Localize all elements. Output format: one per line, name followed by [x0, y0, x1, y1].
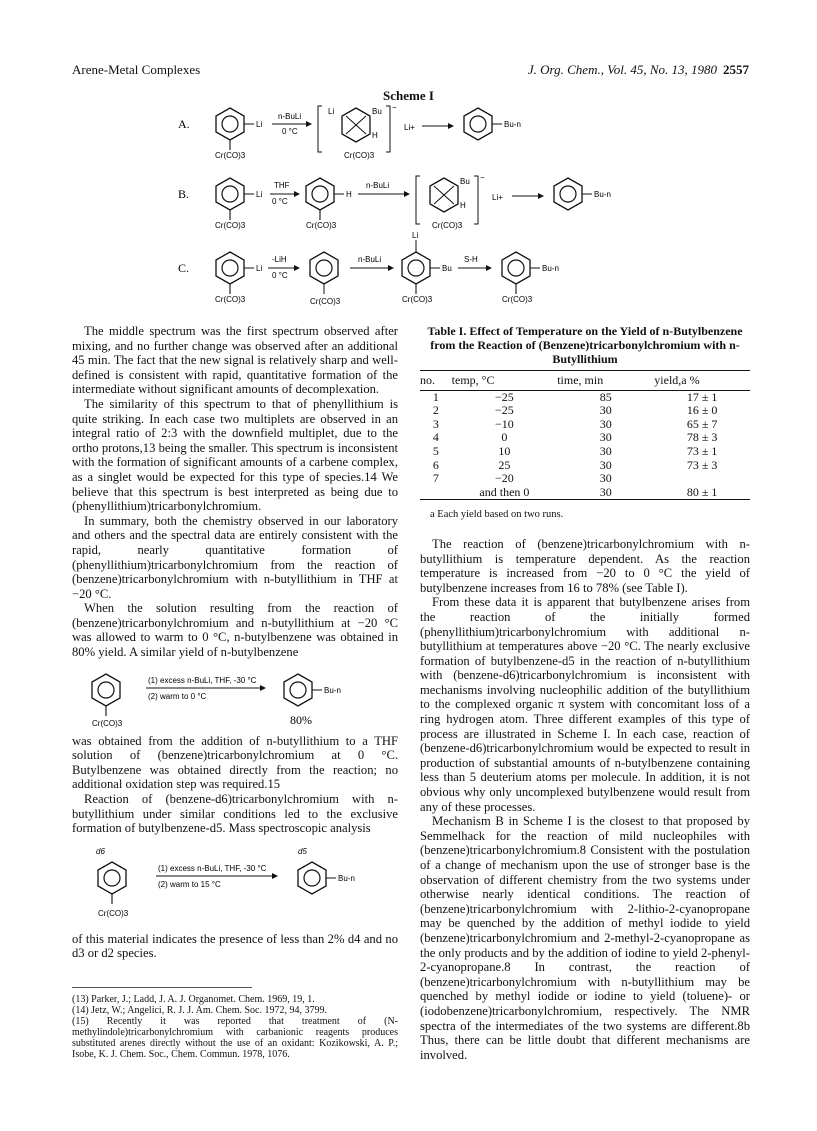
table-row [420, 486, 750, 500]
eq1-step2: (2) warm to 0 °C [148, 691, 207, 701]
table-cell: 6 [432, 457, 439, 472]
paragraph: Reaction of (benzene-d6)tricarbonylchromium with n-butyllithium under similar conditions led to the exclusive formation of butylbenzene-d5. Mass spectroscopic analysis [72, 792, 398, 836]
table-cell: −20 [495, 471, 514, 486]
table-cell: 73 ± 3 [686, 457, 718, 472]
scheme-h-b: H [346, 190, 352, 199]
table-cell: 10 [498, 443, 511, 458]
table-cell: 30 [599, 484, 612, 499]
temperature-yield-table [420, 370, 750, 500]
scheme-li-c: Li [256, 264, 263, 273]
paragraph: The reaction of (benzene)tricarbonylchromium with n-butyllithium is temperature dependent. As the reaction temperature is increased from −20 to 0 °C the yield of butylbenzene increases from 16 to 78% (see Table I). [420, 536, 750, 595]
table-header: no. [420, 371, 452, 391]
footnote-13: (13) Parker, J.; Ladd, J. A. J. Organomet. Chem. 1969, 19, 1. [72, 994, 315, 1005]
page-number: 2557 [723, 62, 749, 77]
scheme-nbuli-c: n-BuLi [358, 255, 382, 264]
table-cell: 65 ± 7 [686, 416, 718, 431]
table-cell: 25 [498, 457, 511, 472]
table-cell: 73 ± 1 [686, 443, 718, 458]
scheme-title: Scheme I [383, 88, 434, 103]
scheme-bun-c: Bu-n [542, 264, 559, 273]
scheme-li-b: Li [256, 190, 263, 199]
table-row [420, 418, 750, 432]
table-cell: 2 [432, 403, 439, 418]
table-cell: 30 [599, 416, 612, 431]
reaction-equation-2 [72, 844, 398, 926]
scheme-bu-a: Bu [372, 107, 382, 116]
eq1-step1: (1) excess n-BuLi, THF, -30 °C [148, 675, 257, 685]
table-cell: 3 [432, 416, 439, 431]
scheme-cr-c3: Cr(CO)3 [402, 295, 433, 304]
scheme-li-c2: Li [412, 231, 419, 240]
row-label-c: C. [178, 261, 190, 275]
table-cell: 17 ± 1 [686, 389, 718, 404]
reaction-1-graphic [72, 668, 398, 728]
scheme-thf-b: THF [274, 181, 290, 190]
paragraph: In summary, both the chemistry observed in our laboratory and others and the spectral data are entirely consistent with the rapid, nearly quantitative formation of (phenyllithium)tricarbonylchromium from the reaction of (benzene)tricarbonylchromium with n-butyllithium in THF at −20 °C. [72, 513, 398, 601]
table-cell: 30 [599, 430, 612, 445]
eq1-yield: 80% [290, 712, 312, 727]
table-row [420, 404, 750, 418]
table-cell: 30 [599, 457, 612, 472]
eq2-d6: d6 [96, 846, 105, 856]
table-header: time, min [557, 371, 654, 391]
row-label-a: A. [178, 117, 190, 131]
table-header: yield,a % [654, 371, 750, 391]
footnotes [72, 987, 398, 1060]
scheme-cr-c2: Cr(CO)3 [310, 297, 341, 306]
table-cell: and then 0 [479, 484, 530, 499]
table-cell: 0 [501, 430, 508, 445]
paragraph: From these data it is apparent that butylbenzene arises from the reaction of the initially formed (phenyllithium)tricarbonylchromium with additional n-butyllithium at temperatures above −20 °C. The nearly exclusive formation of butylbenzene-d5 in the reaction of n-butyllithium with (benzene-d6)tricarbonylchromium is inconsistent with mechanisms involving nucleophilic addition of the butyllithium to the complexed organic π system with concomitant loss of a ring hydrogen atom. Three different examples of this type of process are illustrated in Scheme I. In each case, reaction of (benzene-d6)tricarbonylchromium would be expected to result in production of substantial amounts of n-butylbenzene containing less than 5 deuterium atoms per molecule. In addition, it is not obvious why only uncomplexed butylbenzene would result from any of these processes. [420, 595, 750, 814]
scheme-liplus-a: Li+ [404, 123, 415, 132]
paragraph: Mechanism B in Scheme I is the closest to that proposed by Semmelhack for the reaction of mild nucleophiles with (benzene)tricarbonylchromium.8 Consistent with the postulation of a change of mechanism upon the use of stronger base is the observation of different chemistry from the two systems under otherwise nearly identical conditions. The reaction of (benzene)tricarbonylchromium with 2-lithio-2-cyanopropane may be quenched by the addition of methyl iodide to yield (benzene)tricarbonylchromium and 2-methyl-2-cyanopropane as the only products and by the addition of iodine to yield 2-phenyl-2-cyanopropane.8 In contrast, the reaction of (benzene)tricarbonylchromium with n-butyllithium may be quenched by methyl iodide or iodine to yield (toluene)- or (iodobenzene)tricarbonylchromium, respectively. The NMR spectra of the intermediates of the two systems are different.8b Thus, there can be little doubt that different mechanisms are involved. [420, 814, 750, 1062]
footnote-14: (14) Jetz, W.; Angelici, R. J. J. Am. Chem. Soc. 1972, 94, 3799. [72, 1005, 327, 1016]
row-label-b: B. [178, 187, 190, 201]
scheme-cr-b2: Cr(CO)3 [306, 221, 337, 230]
scheme-zeroc-c: 0 °C [272, 271, 288, 280]
table-row [420, 390, 750, 404]
scheme-bu-b: Bu [460, 177, 470, 186]
table-header-row [420, 371, 750, 391]
scheme-li-a: Li [256, 120, 263, 129]
reaction-2-graphic [72, 844, 398, 926]
eq2-cr: Cr(CO)3 [98, 908, 129, 918]
scheme-cr-b1: Cr(CO)3 [215, 221, 246, 230]
table-cell: 30 [599, 403, 612, 418]
eq2-d5: d5 [298, 846, 307, 856]
scheme-cr-c4: Cr(CO)3 [502, 295, 533, 304]
journal-citation: J. Org. Chem., Vol. 45, No. 13, 1980 [527, 62, 717, 77]
table-row [420, 459, 750, 473]
paragraph: The similarity of this spectrum to that of phenyllithium is quite striking. In each case two multiplets are observed in an integral ratio of 2:3 with the downfield multiplet, due to the ortho protons,13 being the smaller. This spectrum is inconsistent with the formation of significant amounts of a carbene complex, as a singlet would be expected for this type of species.14 We believe that this spectrum is best interpreted as being due to (phenyllithium)tricarbonylchromium. [72, 396, 398, 514]
table-cell: −10 [495, 416, 514, 431]
scheme-bun-a: Bu-n [504, 120, 521, 129]
scheme-zeroc-a: 0 °C [282, 127, 298, 136]
table-header: temp, °C [452, 371, 558, 391]
table-cell [654, 472, 750, 486]
scheme-bun-b: Bu-n [594, 190, 611, 199]
scheme-diagram [60, 100, 620, 310]
scheme-li-a2: Li [328, 107, 335, 116]
scheme-zeroc-b: 0 °C [272, 197, 288, 206]
scheme-h-a: H [372, 131, 378, 140]
scheme-nbuli-b: n-BuLi [366, 181, 390, 190]
table-title: Table I. Effect of Temperature on the Yield of n-Butylbenzene from the Reaction of (Benzene)tricarbonylchromium with n-Butyllithium [427, 324, 743, 366]
table-footnote: a Each yield based on two runs. [430, 509, 564, 521]
running-header-left: Arene-Metal Complexes [72, 62, 201, 77]
table-cell: 80 ± 1 [686, 484, 718, 499]
running-header-right [528, 62, 749, 78]
scheme-lih-c: -LiH [272, 255, 287, 264]
table-cell: 85 [599, 389, 612, 404]
eq1-cr: Cr(CO)3 [92, 718, 123, 728]
scheme-liplus-b: Li+ [492, 193, 503, 202]
table-cell: −25 [495, 403, 514, 418]
footnote-15: (15) Recently it was reported that treatment of (N-methylindole)tricarbonylchromium with carbanionic reagents produces substituted arenes directly without the use of an oxidant: Kozikowski, A. P.; Isobe, K. J. Chem. Soc., Chem. Commun. 1978, 1076. [72, 1016, 398, 1060]
scheme-sh-c: S-H [464, 255, 478, 264]
eq1-bun: Bu-n [324, 685, 341, 695]
paragraph: of this material indicates the presence of less than 2% d4 and no d3 or d2 species. [72, 931, 398, 961]
table-row [420, 431, 750, 445]
scheme-cr-a2: Cr(CO)3 [344, 151, 375, 160]
reaction-equation-1 [72, 668, 398, 728]
table-row [420, 472, 750, 486]
table-cell: 5 [432, 443, 439, 458]
scheme-bu-c: Bu [442, 264, 452, 273]
paragraph: The middle spectrum was the first spectrum observed after mixing, and no further change was observed after an additional 45 min. The fact that the new signal is relatively sharp and well-defined is consistent with rapid, quantitative formation of the intermediate without significant amounts of decomplexation. [72, 324, 398, 397]
scheme-minus-a: − [392, 103, 397, 112]
table-cell: 7 [432, 471, 439, 486]
table-cell: 78 ± 3 [686, 430, 718, 445]
eq2-step1: (1) excess n-BuLi, THF, -30 °C [158, 863, 267, 873]
paragraph: was obtained from the addition of n-butyllithium to a THF solution of (benzene)tricarbonylchromium at 0 °C. Butylbenzene was obtained directly from the reaction; no additional oxidation step was required.15 [72, 733, 398, 792]
table-cell: 4 [432, 430, 439, 445]
table-row [420, 445, 750, 459]
table-cell: 1 [432, 389, 439, 404]
scheme-nbuli-a: n-BuLi [278, 112, 302, 121]
scheme-minus-b: − [480, 173, 485, 182]
scheme-cr-a1: Cr(CO)3 [215, 151, 246, 160]
paragraph: When the solution resulting from the reaction of (benzene)tricarbonylchromium and n-butyllithium at −20 °C was allowed to warm to 0 °C, n-butylbenzene was obtained in 80% yield. A similar yield of n-butylbenzene [72, 601, 398, 660]
eq2-step2: (2) warm to 15 °C [158, 879, 221, 889]
table-cell [420, 486, 452, 500]
table-cell: 30 [599, 471, 612, 486]
left-column [72, 324, 398, 1060]
scheme-h-b2: H [460, 201, 466, 210]
right-column [420, 324, 750, 1062]
table-cell: 16 ± 0 [686, 403, 718, 418]
scheme-cr-c1: Cr(CO)3 [215, 295, 246, 304]
scheme-cr-b3: Cr(CO)3 [432, 221, 463, 230]
table-cell: −25 [495, 389, 514, 404]
table-cell: 30 [599, 443, 612, 458]
eq2-bun: Bu-n [338, 873, 355, 883]
